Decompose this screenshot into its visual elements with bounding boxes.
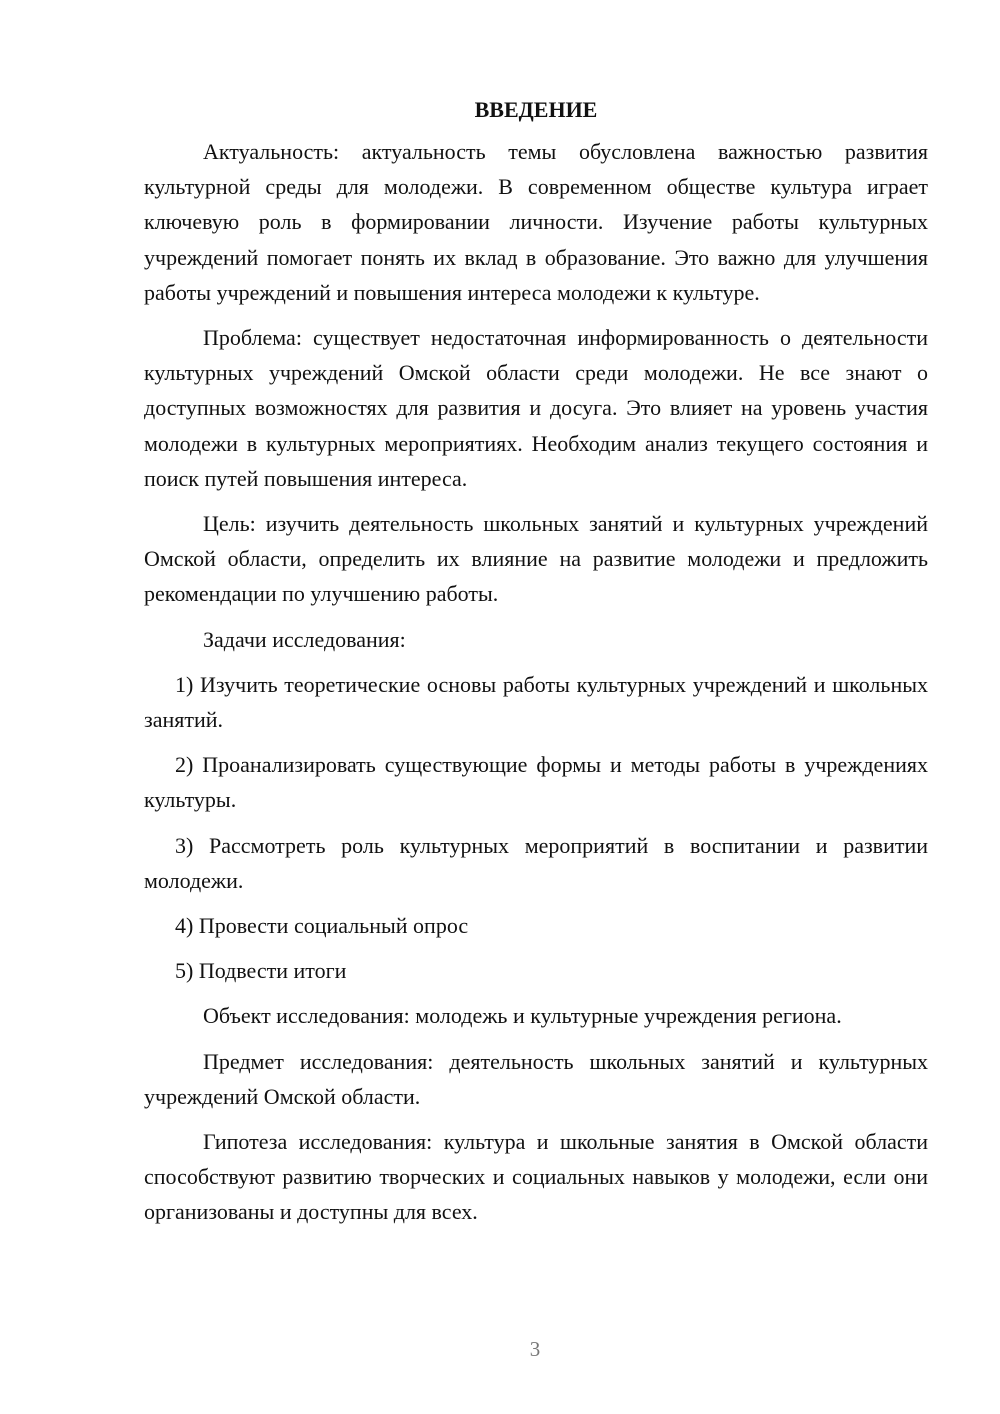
task-item-5: 5) Подвести итоги [175, 958, 347, 984]
document-body [144, 96, 928, 1240]
task-item-3: 3) Рассмотреть роль культурных мероприятий в воспитании и развитии молодежи. [144, 832, 928, 893]
task-item-1: 1) Изучить теоретические основы работы культурных учреждений и школьных занятий. [144, 671, 928, 733]
paragraph-problem: Проблема: существует недостаточная информированность о деятельности культурных учреждений Омской области среди молодежи. Не все знают о доступных возможностях для развития и досуга. Это влияет на уровень участия молодежи в культурных мероприятиях. Необходим анализ текущего состояния и поиск путей повышения интереса. [144, 325, 928, 491]
paragraph-subject: Предмет исследования: деятельность школьных занятий и культурных учреждений Омской области. [144, 1048, 928, 1109]
section-heading: ВВЕДЕНИЕ [474, 97, 598, 122]
page-number: 3 [529, 1337, 541, 1361]
task-item-2: 2) Проанализировать существующие формы и методы работы в учреждениях культуры. [144, 752, 928, 813]
paragraph-goal: Цель: изучить деятельность школьных занятий и культурных учреждений Омской области, определить их влияние на развитие молодежи и предложить рекомендации по улучшению работы. [144, 511, 928, 607]
paragraph-object: Объект исследования: молодежь и культурные учреждения региона. [203, 1003, 842, 1029]
task-item-4: 4) Провести социальный опрос [175, 913, 469, 939]
paragraph-relevance: Актуальность: актуальность темы обусловлена важностью развития культурной среды для молодежи. В современном обществе культура играет ключевую роль в формировании личности. Изучение работы культурных учреждений помогает понять их вклад в образование. Это важно для улучшения работы учреждений и повышения интереса молодежи к культуре. [144, 139, 928, 305]
paragraph-tasks-heading: Задачи исследования: [203, 626, 406, 652]
paragraph-hypothesis: Гипотеза исследования: культура и школьные занятия в Омской области способствуют развитию творческих и социальных навыков у молодежи, если они организованы и доступны для всех. [144, 1129, 928, 1225]
